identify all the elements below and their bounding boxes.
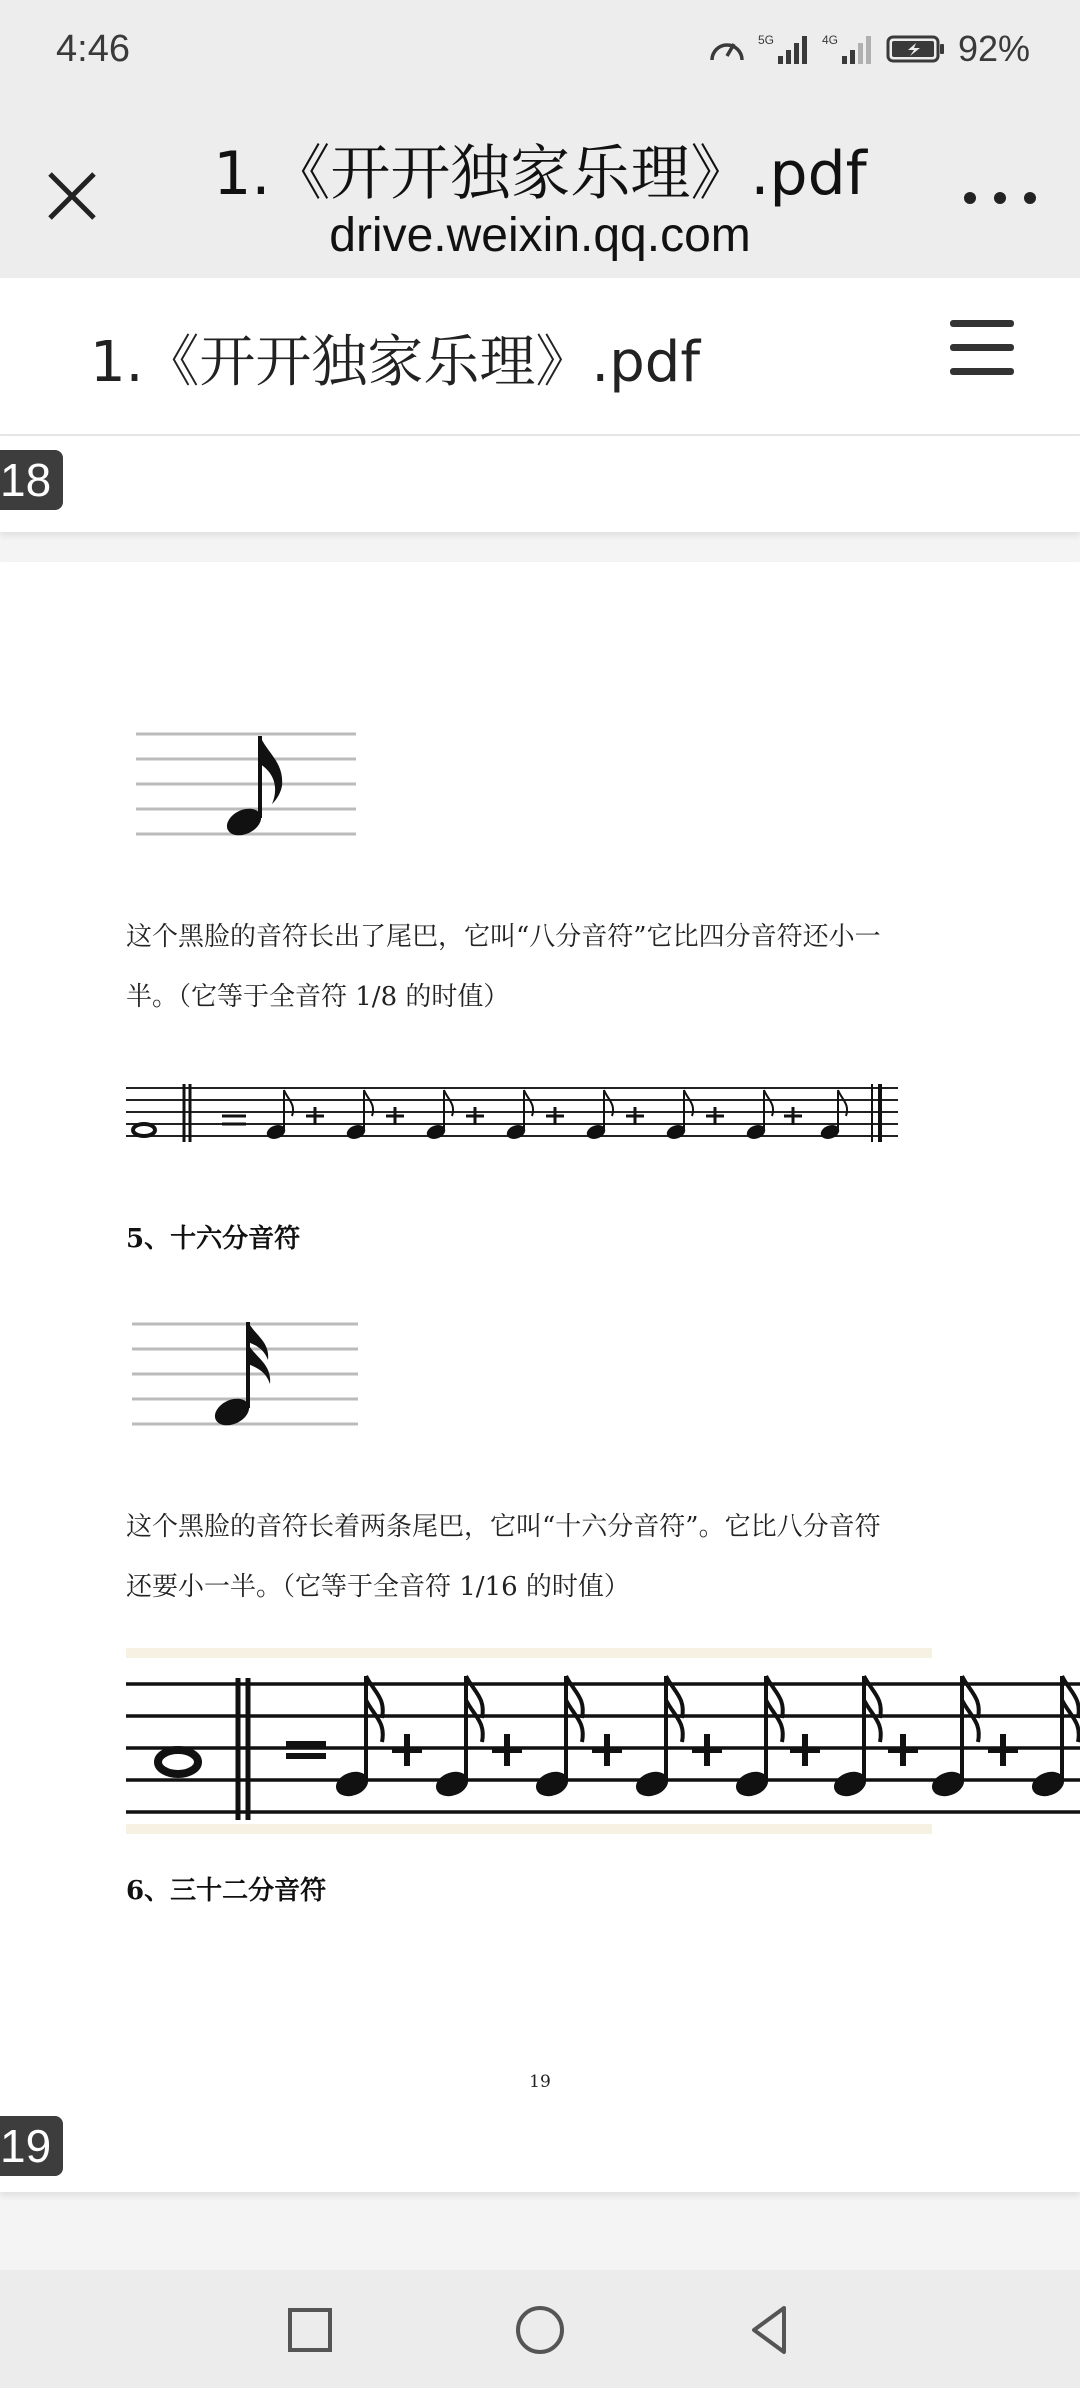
sixteenth-note-description-line-2: 还要小一半。（它等于全音符 1/16 的时值） — [126, 1572, 630, 1602]
eighth-note-description-line-2: 半。（它等于全音符 1/8 的时值） — [126, 982, 510, 1012]
page-title: 1.《开开独家乐理》.pdf — [213, 139, 867, 209]
sixteenth-note-description-line-1: 这个黑脸的音符长着两条尾巴，它叫“十六分音符”。它比八分音符 — [126, 1512, 881, 1542]
system-nav-bar — [0, 2270, 1080, 2388]
sixteenth-note-equation — [126, 1658, 1080, 1824]
document-title: 1.《开开独家乐理》.pdf — [90, 330, 701, 395]
previous-page — [0, 436, 1080, 532]
document-header — [0, 278, 1080, 436]
svg-text:5G: 5G — [757, 33, 774, 47]
signal-4g-icon — [822, 32, 874, 66]
pdf-page — [0, 562, 1080, 2192]
speed-icon — [708, 32, 746, 66]
title-bar — [0, 108, 1080, 278]
sixteenth-note-figure — [130, 1314, 360, 1434]
battery-icon — [886, 33, 946, 65]
recent-apps-icon[interactable] — [280, 2300, 340, 2360]
section-heading-32nd-note: 6、三十二分音符 — [126, 1876, 327, 1906]
hamburger-menu-icon[interactable] — [950, 320, 1014, 380]
home-icon[interactable] — [510, 2300, 570, 2360]
eighth-note-equation — [126, 1080, 898, 1160]
page-badge-19: 19 — [0, 2116, 63, 2176]
status-icons — [708, 28, 1030, 70]
back-icon[interactable] — [740, 2300, 800, 2360]
battery-percent: 92% — [957, 28, 1030, 69]
signal-5g-icon — [758, 32, 810, 66]
svg-text:4G: 4G — [821, 33, 838, 47]
sixteenth-note-equation-image — [126, 1648, 932, 1658]
status-time: 4:46 — [56, 28, 130, 70]
section-heading-sixteenth-note: 5、十六分音符 — [126, 1224, 301, 1254]
sixteenth-note-equation-image-bottom — [126, 1824, 932, 1834]
page-badge-18: 18 — [0, 450, 63, 510]
status-bar — [0, 0, 1080, 108]
eighth-note-description-line-1: 这个黑脸的音符长出了尾巴，它叫“八分音符”它比四分音符还小一 — [126, 922, 881, 952]
eighth-note-figure — [134, 724, 358, 844]
page-number: 19 — [529, 2072, 551, 2092]
page-url: drive.weixin.qq.com — [329, 209, 751, 262]
more-icon[interactable] — [960, 178, 1040, 218]
